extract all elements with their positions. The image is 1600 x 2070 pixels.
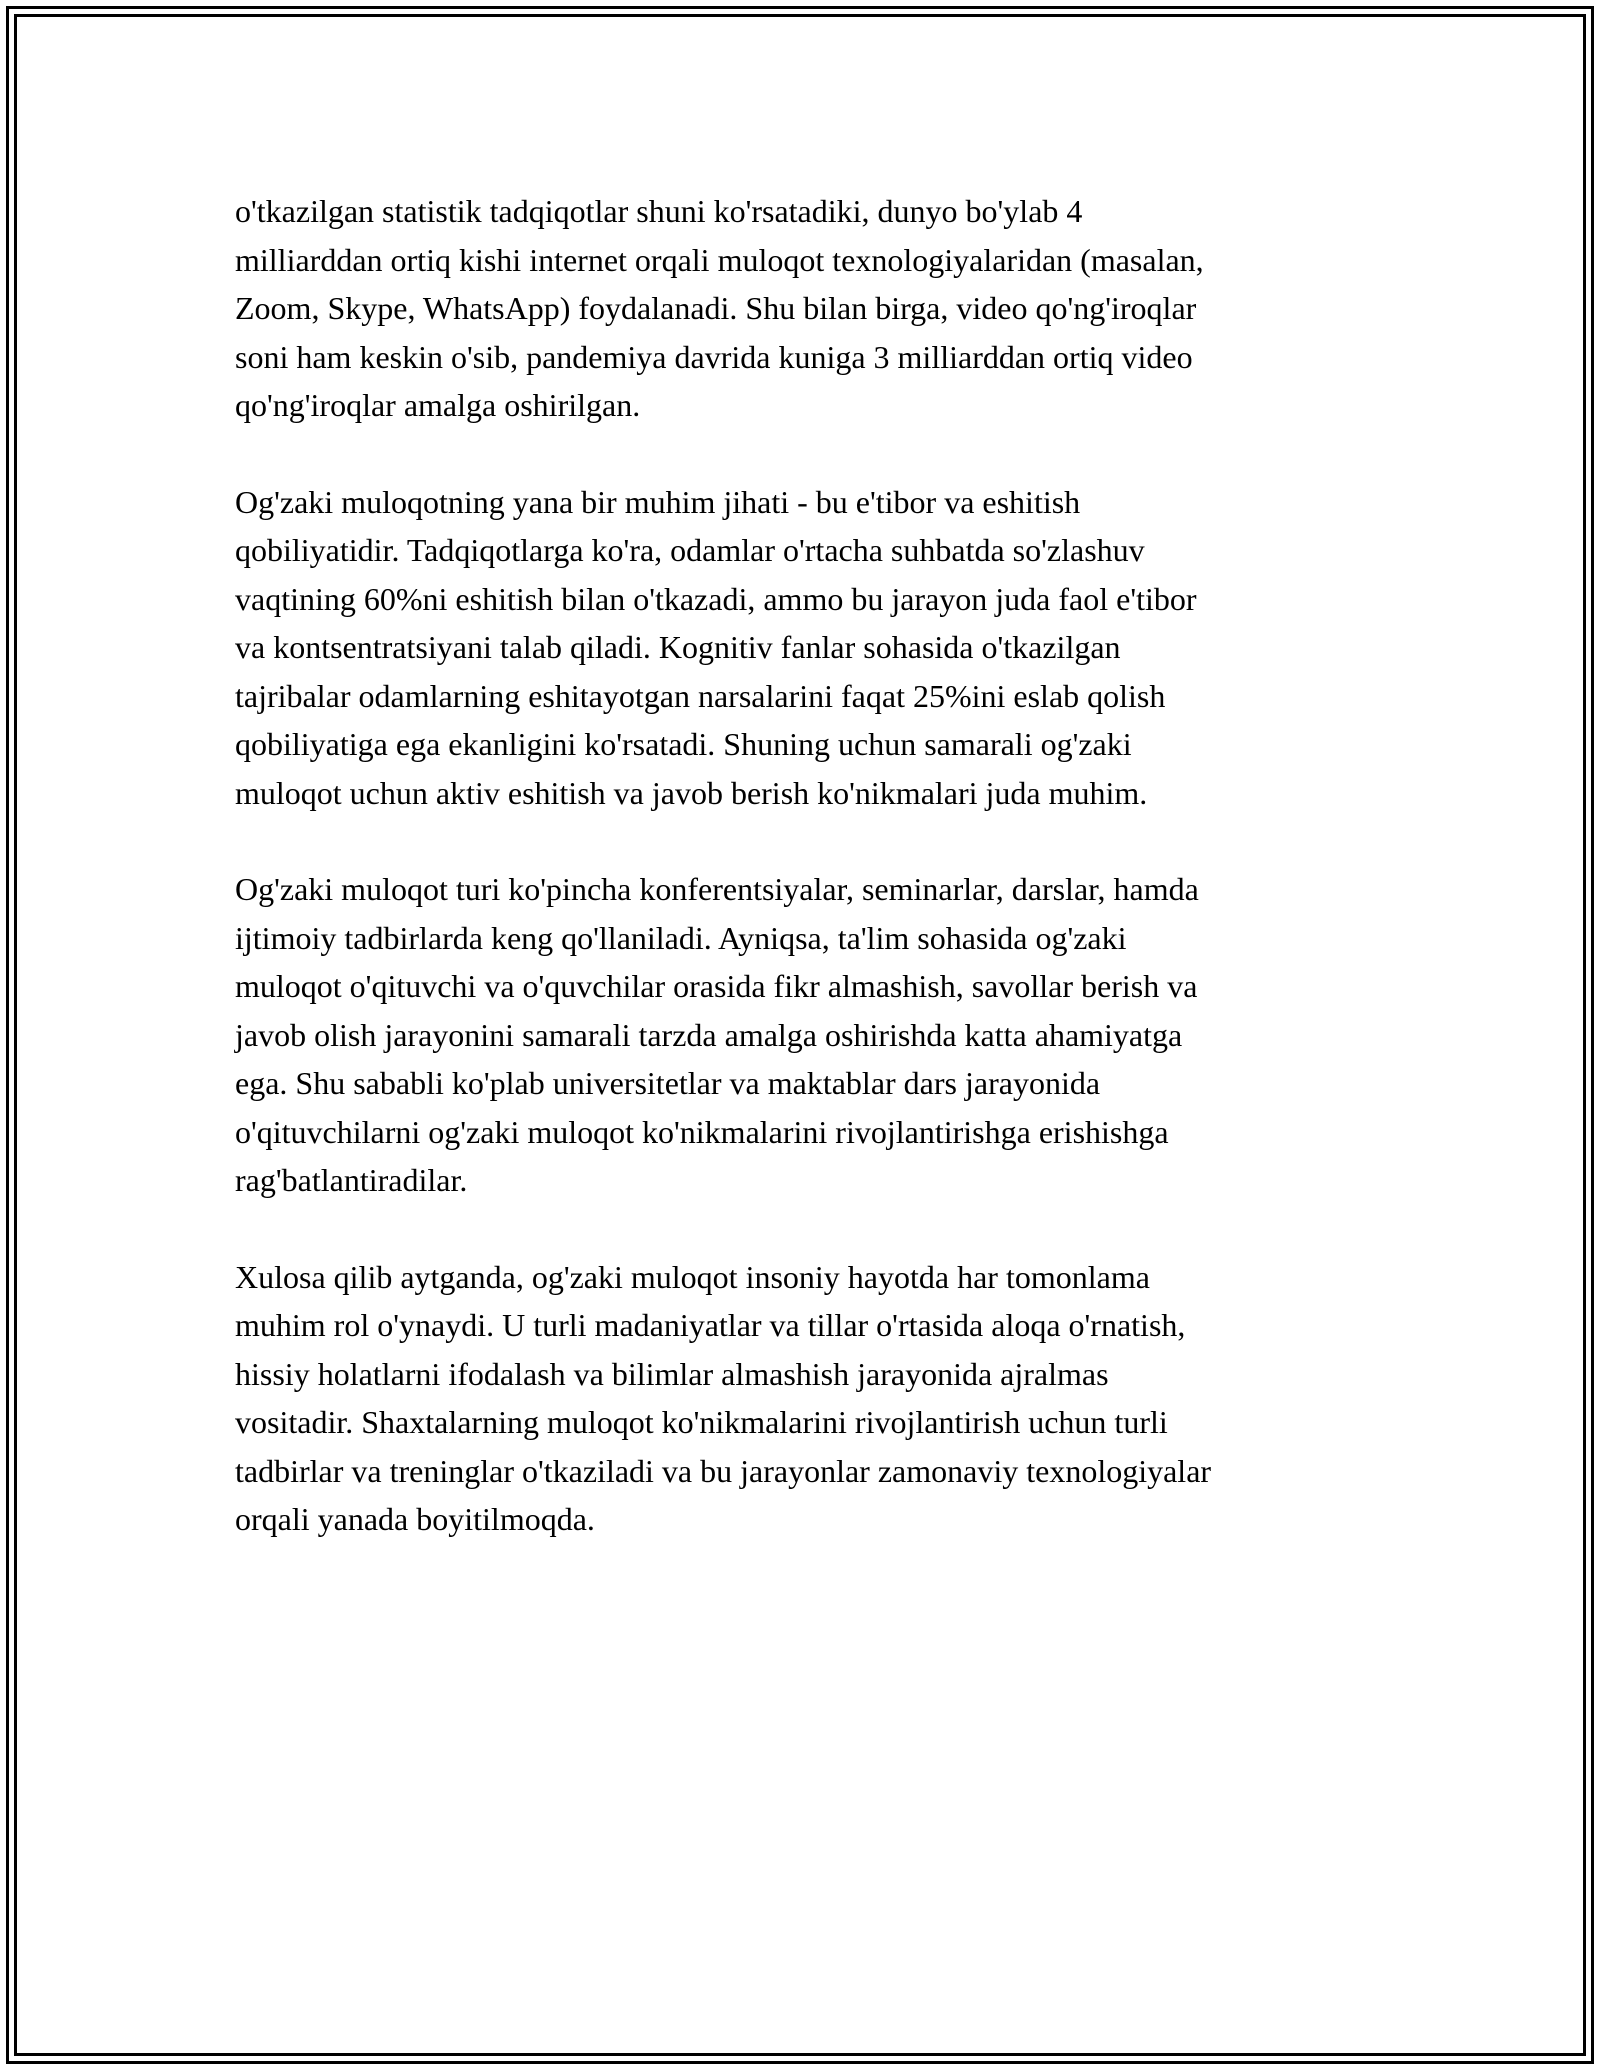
text-line: javob olish jarayonini samarali tarzda amalga oshirishda katta ahamiyatga [235, 1016, 1183, 1053]
text-line: qobiliyatidir. Tadqiqotlarga ko'ra, odamlar o'rtacha suhbatda so'zlashuv [235, 532, 1145, 568]
text-line: rag'batlantiradilar. [235, 1162, 468, 1198]
paragraph-2 [235, 478, 1375, 818]
text-line: tajribalar odamlarning eshitayotgan narsalarini faqat 25%ini eslab qolish [235, 677, 1166, 714]
text-line: tadbirlar va treninglar o'tkaziladi va bu jarayonlar zamonaviy texnologiyalar [235, 1452, 1212, 1489]
text-line: milliarddan ortiq kishi internet orqali muloqot texnologiyalaridan (masalan, [235, 241, 1204, 278]
text-line: Xulosa qilib aytganda, og'zaki muloqot insoniy hayotda har tomonlama [235, 1258, 1150, 1295]
text-line: vositadir. Shaxtalarning muloqot ko'nikmalarini rivojlantirish uchun turli [235, 1404, 1168, 1440]
text-line: o'qituvchilarni og'zaki muloqot ko'nikmalarini rivojlantirishga erishishga [235, 1113, 1169, 1150]
text-line: Og'zaki muloqot turi ko'pincha konferentsiyalar, seminarlar, darslar, hamda [235, 871, 1199, 907]
text-line: Og'zaki muloqotning yana bir muhim jihati - bu e'tibor va eshitish [235, 483, 1081, 520]
text-line: hissiy holatlarni ifodalash va bilimlar almashish jarayonida ajralmas [235, 1355, 1109, 1392]
document-body [235, 187, 1375, 1592]
text-line: muloqot o'qituvchi va o'quvchilar orasida fikr almashish, savollar berish va [235, 968, 1198, 1004]
text-line: Zoom, Skype, WhatsApp) foydalanadi. Shu bilan birga, video qo'ng'iroqlar [235, 290, 1197, 326]
text-line: ega. Shu sababli ko'plab universitetlar va maktablar dars jarayonida [235, 1065, 1101, 1101]
text-line: qo'ng'iroqlar amalga oshirilgan. [235, 387, 641, 423]
paragraph-1 [235, 187, 1375, 430]
text-line: muloqot uchun aktiv eshitish va javob berish ko'nikmalari juda muhim. [235, 774, 1148, 811]
text-line: orqali yanada boyitilmoqda. [235, 1501, 595, 1537]
text-line: ijtimoiy tadbirlarda keng qo'llaniladi. Ayniqsa, ta'lim sohasida og'zaki [235, 919, 1127, 956]
text-line: qobiliyatiga ega ekanligini ko'rsatadi. Shuning uchun samarali og'zaki [235, 726, 1132, 762]
text-line: muhim rol o'ynaydi. U turli madaniyatlar va tillar o'rtasida aloqa o'rnatish, [235, 1307, 1186, 1343]
text-line: soni ham keskin o'sib, pandemiya davrida kuniga 3 milliarddan ortiq video [235, 338, 1193, 375]
paragraph-3 [235, 865, 1375, 1205]
paragraph-4 [235, 1253, 1375, 1544]
text-line: vaqtining 60%ni eshitish bilan o'tkazadi, ammo bu jarayon juda faol e'tibor [235, 580, 1197, 617]
text-line: va kontsentratsiyani talab qiladi. Kognitiv fanlar sohasida o'tkazilgan [235, 629, 1121, 665]
text-line: o'tkazilgan statistik tadqiqotlar shuni ko'rsatadiki, dunyo bo'ylab 4 [235, 193, 1083, 229]
